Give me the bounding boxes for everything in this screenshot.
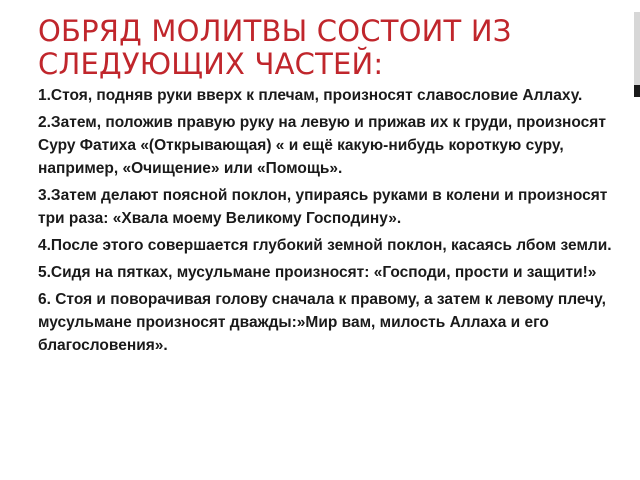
list-item: 6. Стоя и поворачивая голову сначала к правому, а затем к левому плечу, мусульмане произносят дважды:»Мир вам, милость Аллаха и его благословения». xyxy=(38,291,606,354)
slide-title: ОБРЯД МОЛИТВЫ СОСТОИТ ИЗ СЛЕДУЮЩИХ ЧАСТЕЙ: xyxy=(38,14,512,81)
accent-bar xyxy=(634,12,640,97)
list-item: 3.Затем делают поясной поклон, упираясь руками в колени и произносят три раза: «Хвала моему Великому Господину». xyxy=(38,187,608,227)
list-item: 1.Стоя, подняв руки вверх к плечам, произносят славословие Аллаху. xyxy=(38,87,583,104)
list-item: 5.Сидя на пятках, мусульмане произносят: «Господи, прости и защити!» xyxy=(38,264,597,281)
list-item: 4.После этого совершается глубокий земной поклон, касаясь лбом земли. xyxy=(38,237,612,254)
steps-list xyxy=(38,84,618,361)
list-item: 2.Затем, положив правую руку на левую и прижав их к груди, произносят Суру Фатиха «(Открывающая) « и ещё какую-нибудь короткую суру, например, «Очищение» или «Помощь». xyxy=(38,114,606,177)
accent-bar-tip xyxy=(634,85,640,97)
